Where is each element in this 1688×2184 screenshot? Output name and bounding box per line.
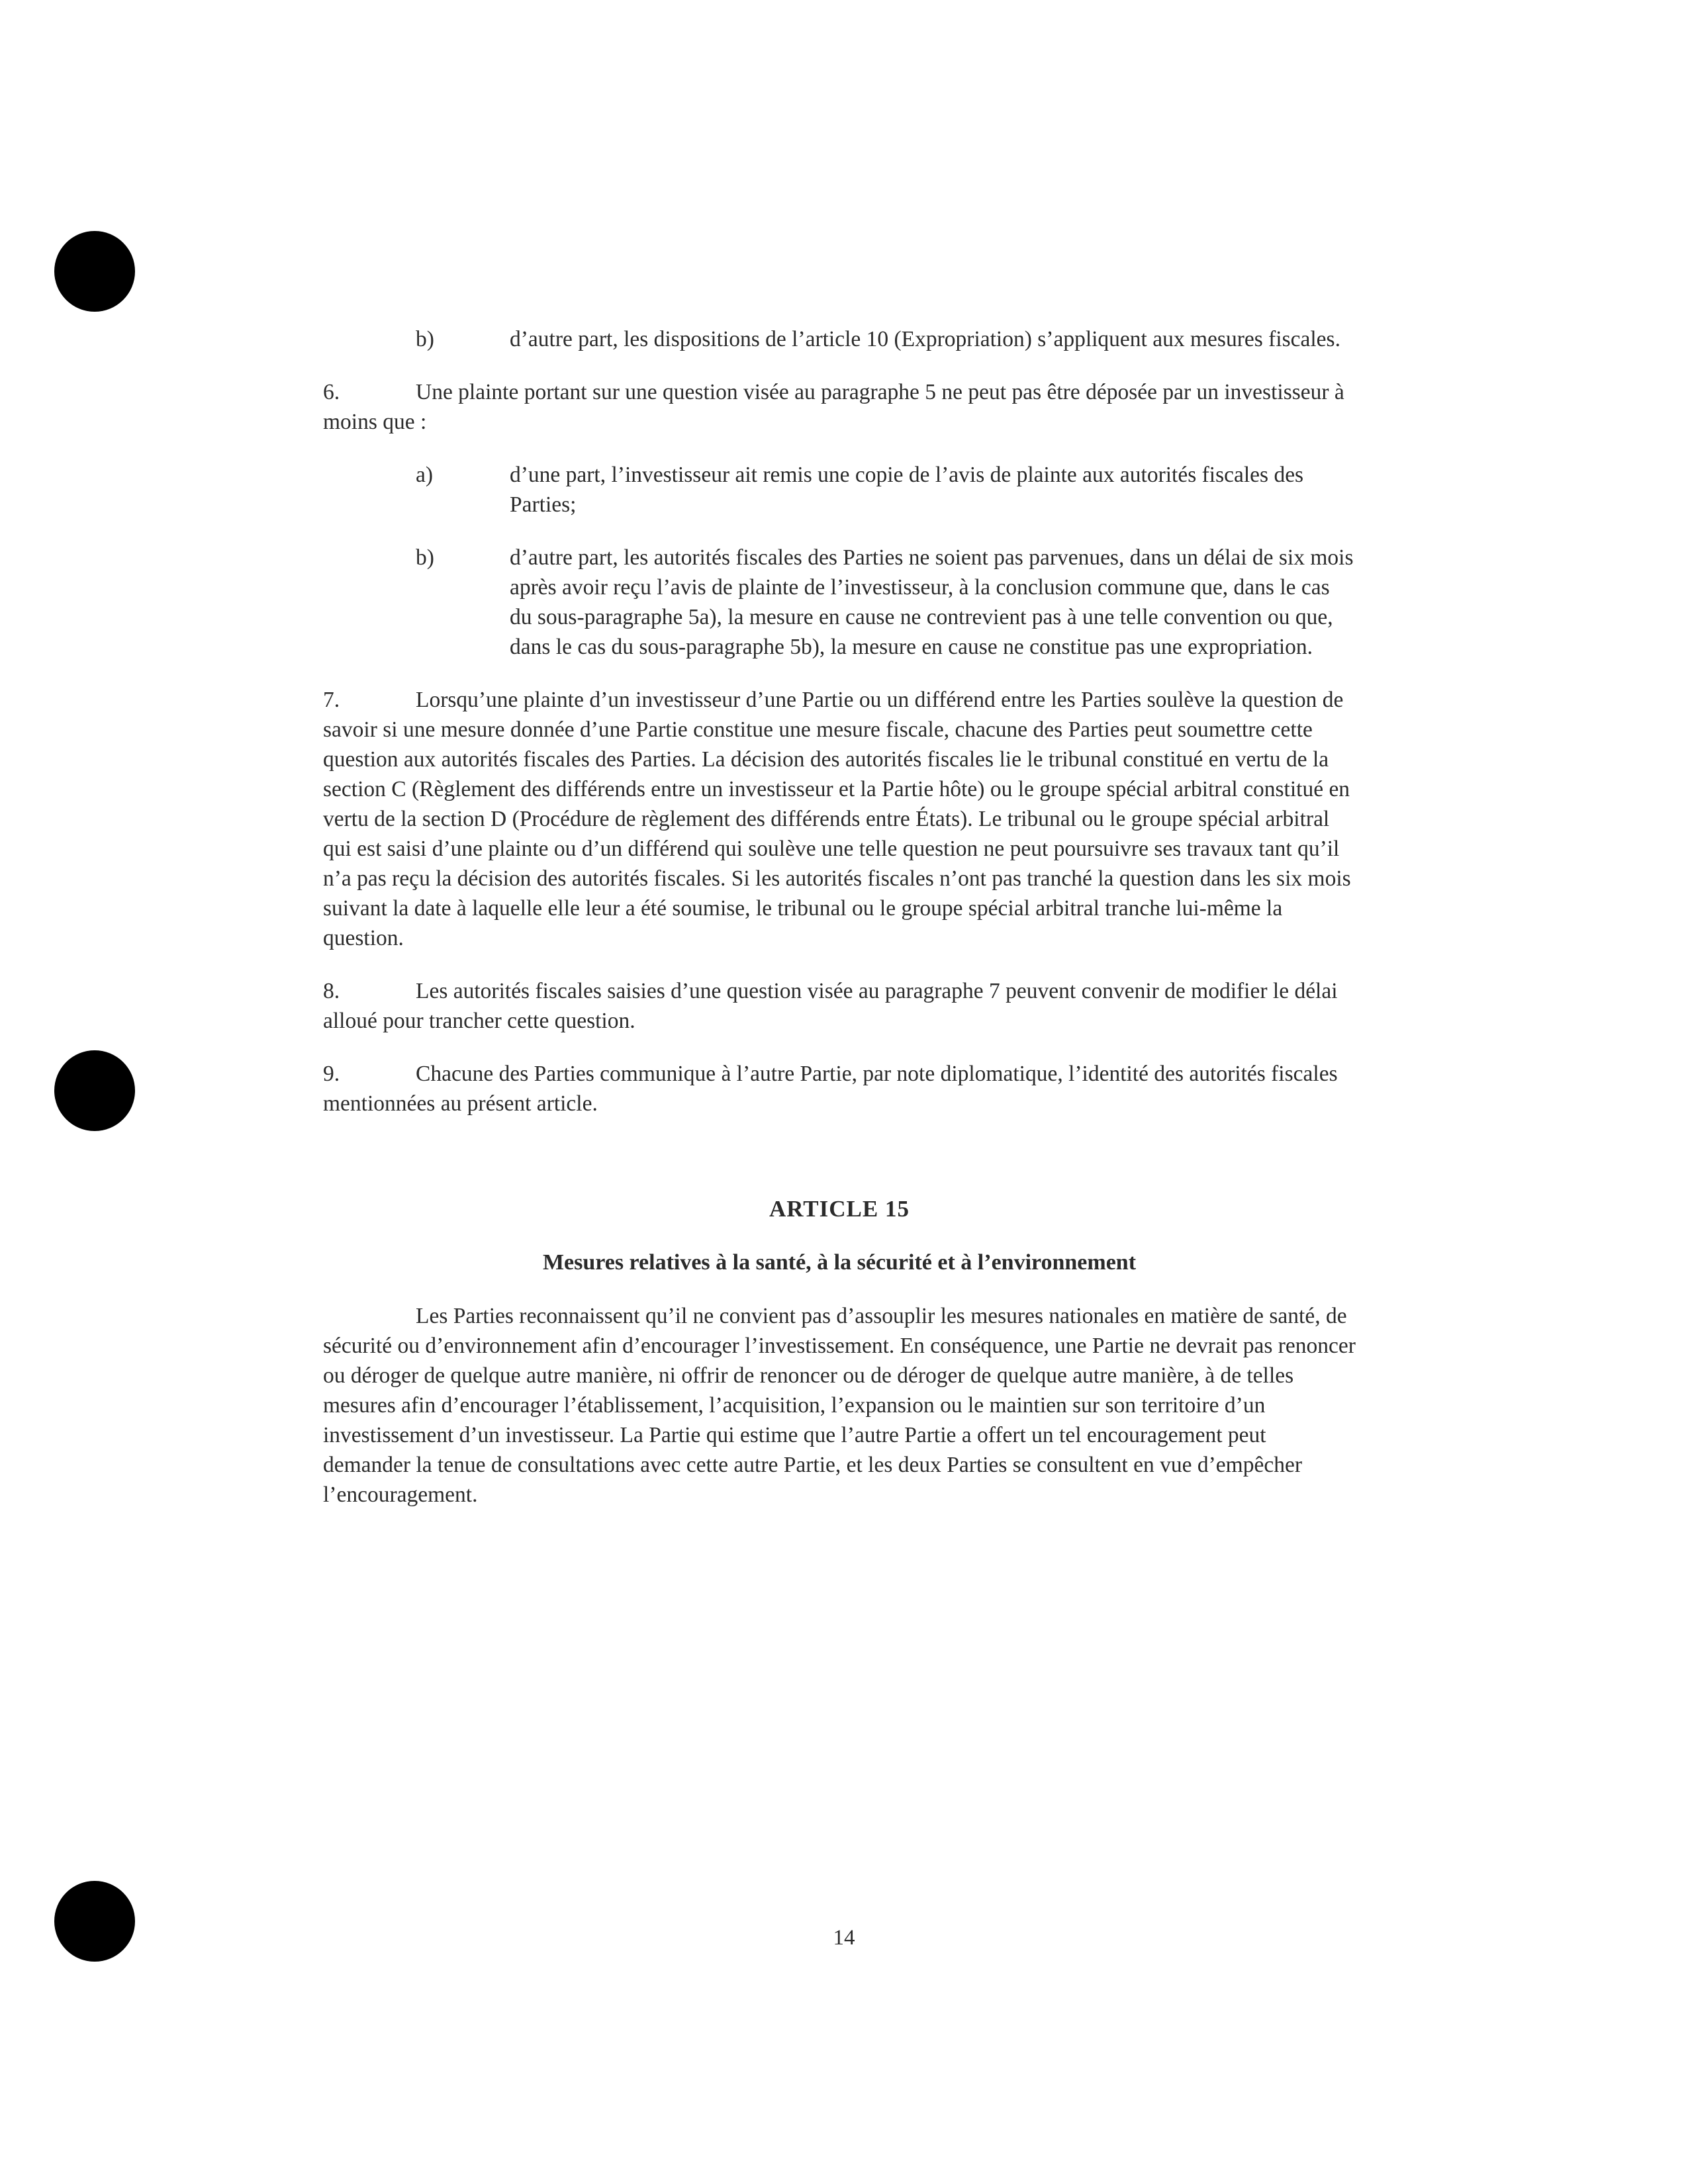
subparagraph-b-tax-authorities <box>323 543 1356 662</box>
paragraph-text: Chacune des Parties communique à l’autre Partie, par note diplomatique, l’identité des autorités fiscales mentionnées au présent article. <box>323 1062 1338 1116</box>
subparagraph-marker: b) <box>416 545 434 570</box>
paragraph-text: Les autorités fiscales saisies d’une question visée au paragraphe 7 peuvent convenir de modifier le délai alloué pour trancher cette question. <box>323 979 1338 1033</box>
subparagraph-a-notice <box>323 460 1356 520</box>
paragraph-8 <box>323 976 1356 1036</box>
paragraph-9 <box>323 1059 1356 1118</box>
paragraph-text: Lorsqu’une plainte d’un investisseur d’une Partie ou un différend entre les Parties soulève la question de savoir si une mesure donnée d’une Partie constitue une mesure fiscale, chacune des Parties peut soumettre cette question aux autorités fiscales des Parties. La décision des autorités fiscales lie le tribunal constitué en vertu de la section C (Règlement des différends entre un investisseur et la Partie hôte) ou le groupe spécial arbitral constitué en vertu de la section D (Procédure de règlement des différends entre États). Le tribunal ou le groupe spécial arbitral qui est saisi d’une plainte ou d’un différend qui soulève une telle question ne peut poursuivre ses travaux tant qu’il n’a pas reçu la décision des autorités fiscales. Si les autorités fiscales n’ont pas tranché la question dans les six mois suivant la date à laquelle elle leur a été soumise, le tribunal ou le groupe spécial arbitral tranche lui-même la question. <box>323 688 1351 950</box>
paragraph-6 <box>323 377 1356 437</box>
subparagraph-text: d’autre part, les dispositions de l’article 10 (Expropriation) s’appliquent aux mesures fiscales. <box>510 327 1340 351</box>
binder-hole-middle <box>54 1050 135 1131</box>
paragraph-text: Une plainte portant sur une question visée au paragraphe 5 ne peut pas être déposée par un investisseur à moins que : <box>323 380 1344 434</box>
paragraph-7 <box>323 685 1356 953</box>
binder-hole-top <box>54 231 135 312</box>
subparagraph-text: d’une part, l’investisseur ait remis une copie de l’avis de plainte aux autorités fiscales des Parties; <box>510 463 1304 517</box>
subparagraph-marker: a) <box>416 463 434 487</box>
subparagraph-text: d’autre part, les autorités fiscales des Parties ne soient pas parvenues, dans un délai de six mois après avoir reçu l’avis de plainte de l’investisseur, à la conclusion commune que, dans le cas du sous-paragraphe 5a), la mesure en cause ne contrevient pas à une telle convention ou que, dans le cas du sous-paragraphe 5b), la mesure en cause ne constitue pas une expropriation. <box>510 545 1354 659</box>
paragraph-number: 7. <box>323 688 340 712</box>
paragraph-number: 9. <box>323 1062 340 1086</box>
paragraph-number: 6. <box>323 380 340 404</box>
subparagraph-marker: b) <box>416 327 434 351</box>
article-subtitle: Mesures relatives à la santé, à la sécurité et à l’environnement <box>542 1250 1137 1275</box>
document-body <box>323 324 1356 1533</box>
paragraph-number: 8. <box>323 979 340 1003</box>
page-number: 14 <box>833 1926 855 1950</box>
article-body: Les Parties reconnaissent qu’il ne convient pas d’assouplir les mesures nationales en matière de santé, de sécurité ou d’environnement afin d’encourager l’investissement. En conséquence, une Partie ne devrait pas renoncer ou déroger de quelque autre manière, ni offrir de renoncer ou de déroger de quelque autre manière, à de telles mesures afin d’encourager l’établissement, l’acquisition, l’expansion ou le maintien sur son territoire d’un investissement d’un investisseur. La Partie qui estime que l’autre Partie a offert un tel encouragement peut demander la tenue de consultations avec cette autre Partie, et les deux Parties se consultent en vue d’empêcher l’encouragement. <box>323 1304 1356 1507</box>
article-title: ARTICLE 15 <box>769 1196 910 1222</box>
subparagraph-b-expropriation <box>323 324 1356 354</box>
